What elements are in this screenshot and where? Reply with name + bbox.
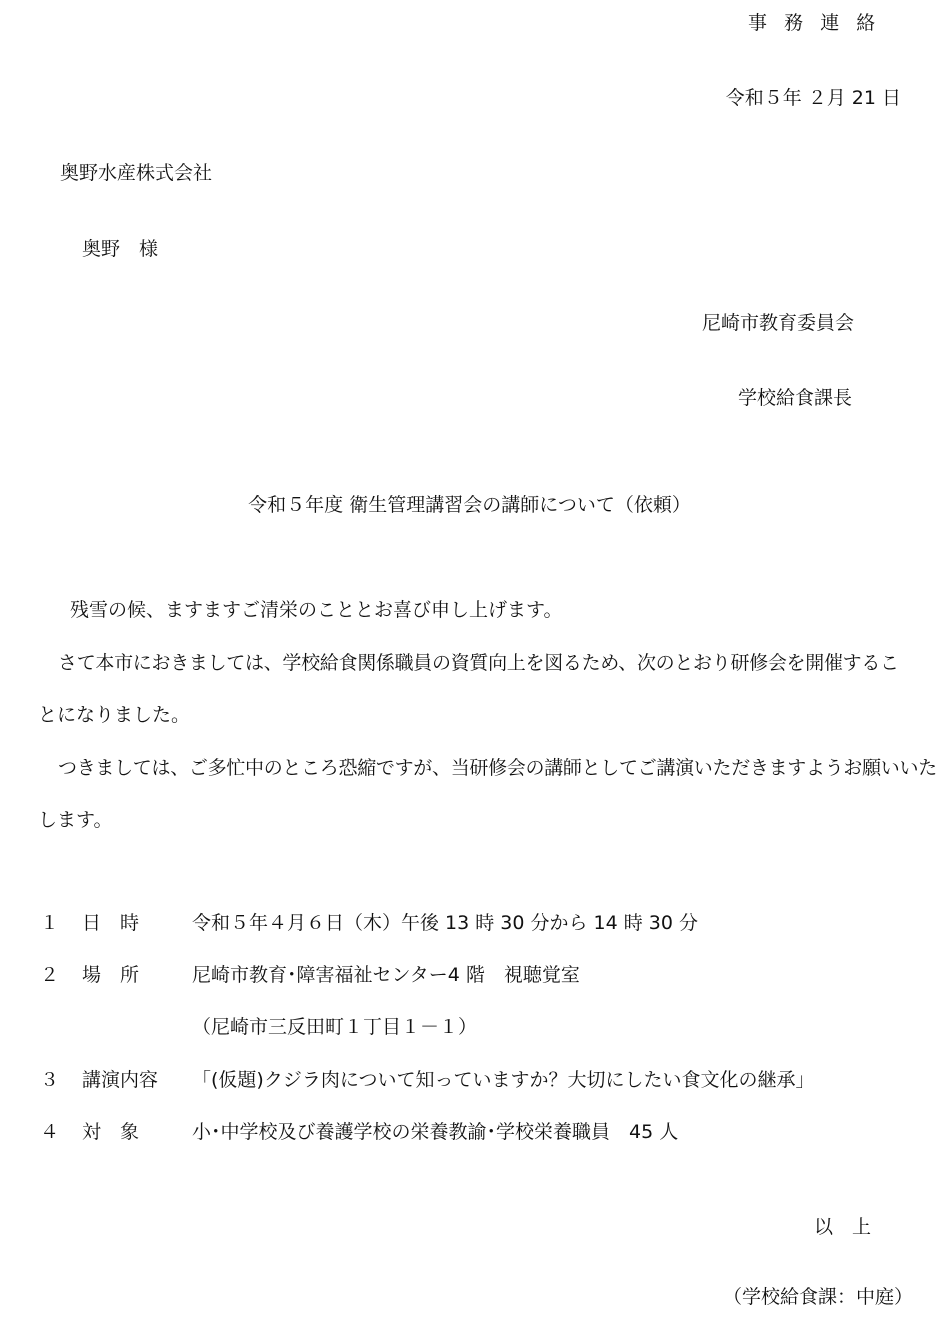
detail-number: ３ [40, 1069, 60, 1091]
document-subject: 令和５年度 衛生管理講習会の講師について（依頼） [248, 494, 691, 516]
document-date: 令和５年 ２月 21 日 [725, 87, 901, 109]
body-paragraph-1-line-2: とになりました。 [38, 704, 191, 726]
detail-label: 場 所 [82, 964, 140, 986]
detail-label: 対 象 [82, 1121, 140, 1143]
sender-organization: 尼崎市教育委員会 [702, 312, 855, 334]
detail-value: 尼崎市教育･障害福祉センター4 階 視聴覚室 [192, 964, 580, 986]
detail-number: １ [40, 912, 60, 934]
body-paragraph-2-line-1: つきましては、ご多忙中のところ恐縮ですが、当研修会の講師としてご講演いただきますようお願いいた [58, 757, 937, 779]
recipient-company: 奥野水産株式会社 [60, 162, 213, 184]
detail-value: （尼崎市三反田町１丁目１－１） [192, 1016, 478, 1038]
detail-row-topic [0, 1071, 939, 1095]
detail-value: 令和５年４月６日（木）午後 13 時 30 分から 14 時 30 分 [192, 912, 699, 934]
detail-row-audience [0, 1123, 939, 1147]
detail-row-address [0, 1018, 939, 1042]
sender-title: 学校給食課長 [738, 387, 853, 409]
recipient-person: 奥野 様 [82, 238, 159, 260]
detail-label: 講演内容 [82, 1069, 159, 1091]
detail-row-location [0, 966, 939, 990]
detail-value: 小･中学校及び養護学校の栄養教諭･学校栄養職員 45 人 [192, 1121, 679, 1143]
detail-number: ２ [40, 964, 60, 986]
contact-info: （学校給食課：中庭） [722, 1286, 913, 1308]
document-type: 事務連絡 [748, 12, 893, 34]
body-paragraph-2-line-2: します。 [38, 809, 113, 831]
detail-number: ４ [40, 1121, 60, 1143]
detail-row-datetime [0, 914, 939, 938]
greeting-text: 残雪の候、ますますご清栄のこととお喜び申し上げます。 [70, 599, 563, 621]
body-paragraph-1-line-1: さて本市におきましては、学校給食関係職員の資質向上を図るため、次のとおり研修会を開催するこ [58, 652, 899, 674]
detail-label: 日 時 [82, 912, 140, 934]
closing-text: 以 上 [814, 1216, 872, 1238]
detail-value: 「(仮題)クジラ肉について知っていますか？大切にしたい食文化の継承」 [192, 1069, 815, 1091]
